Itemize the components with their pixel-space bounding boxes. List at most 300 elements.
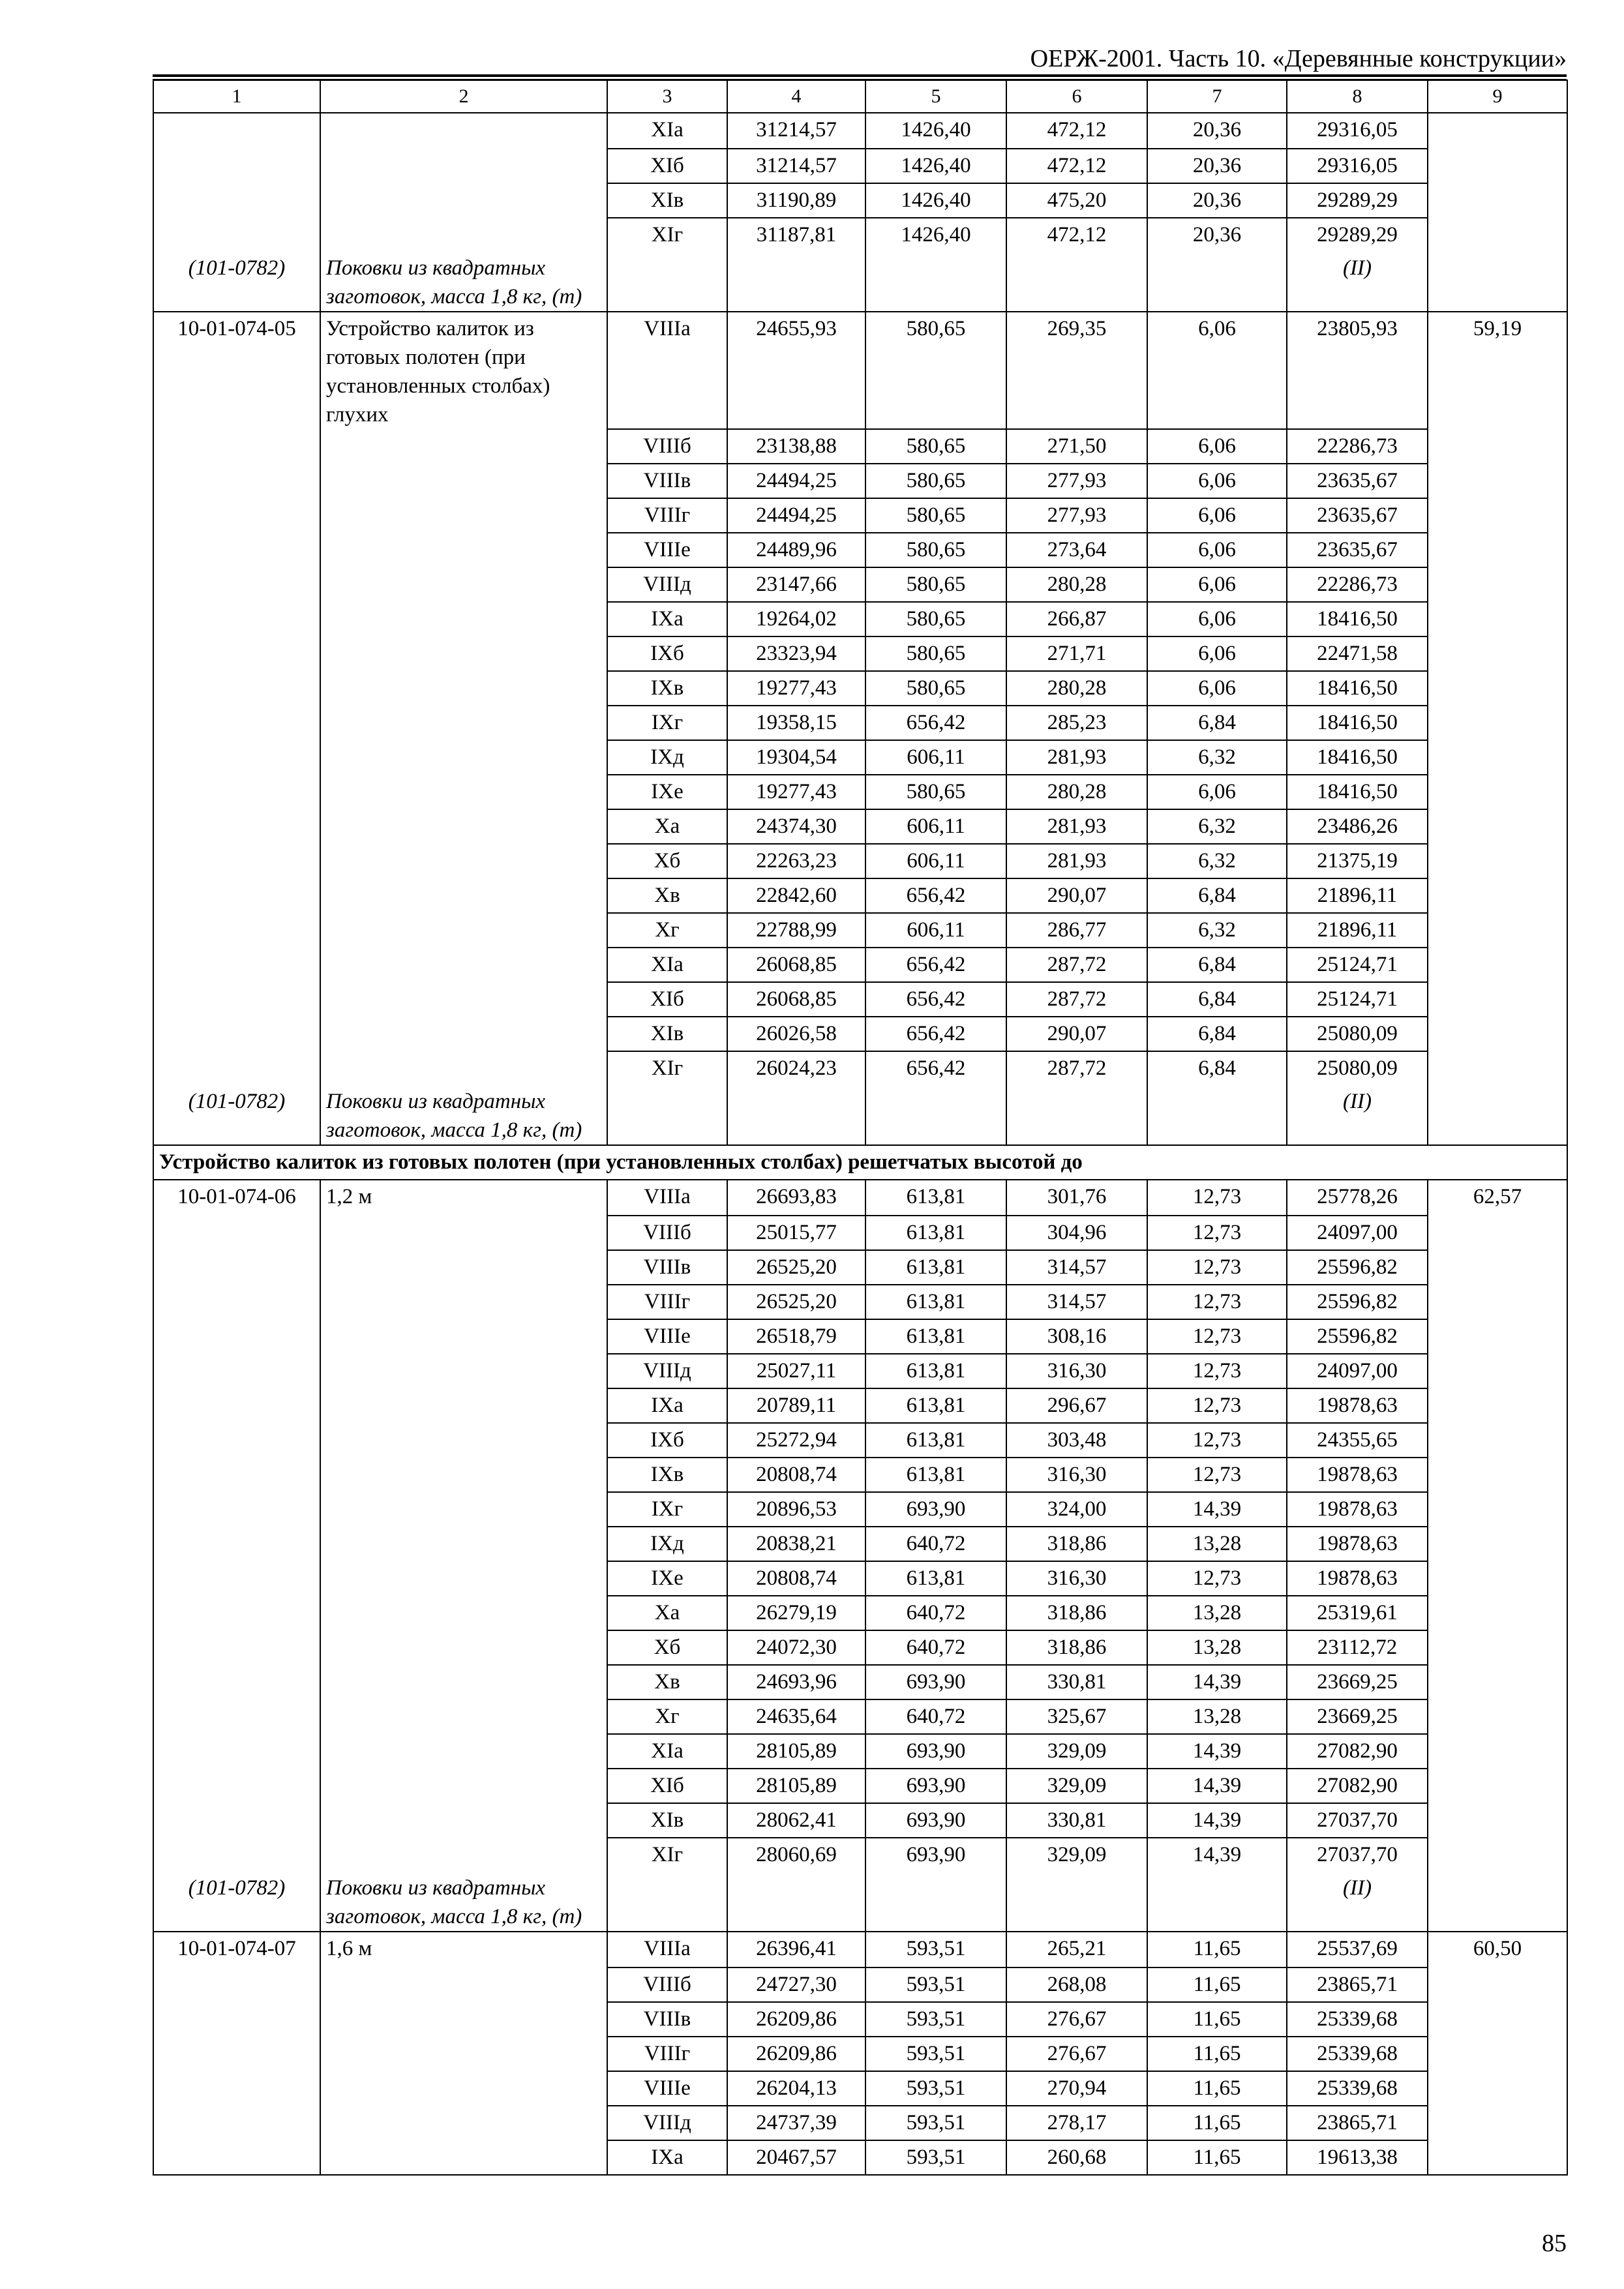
value-cell: 271,50 bbox=[1006, 429, 1147, 464]
table-row bbox=[153, 948, 1567, 982]
value-cell: 296,67 bbox=[1006, 1388, 1147, 1423]
value-cell: 12,73 bbox=[1147, 1388, 1287, 1423]
value-cell: 26525,20 bbox=[727, 1285, 865, 1319]
value-cell: 11,65 bbox=[1147, 2140, 1287, 2175]
value-cell: 22788,99 bbox=[727, 913, 865, 948]
rate-code-cell bbox=[153, 948, 320, 982]
col9-cell bbox=[1428, 1734, 1567, 1769]
value-cell: 1426,40 bbox=[865, 218, 1006, 252]
col9-cell bbox=[1428, 183, 1567, 218]
work-description-cell bbox=[320, 533, 607, 567]
col9-cell bbox=[1428, 1354, 1567, 1388]
value-cell: 277,93 bbox=[1006, 464, 1147, 498]
col9-cell bbox=[1428, 602, 1567, 636]
value-cell: 278,17 bbox=[1006, 2106, 1147, 2140]
col9-cell bbox=[1428, 1492, 1567, 1527]
value-cell: 14,39 bbox=[1147, 1769, 1287, 1803]
value-cell: 580,65 bbox=[865, 312, 1006, 429]
work-description-cell bbox=[320, 218, 607, 252]
column-number: 8 bbox=[1287, 80, 1428, 113]
value-cell: 23865,71 bbox=[1287, 2106, 1428, 2140]
work-description-cell bbox=[320, 809, 607, 844]
value-cell: 6,06 bbox=[1147, 429, 1287, 464]
table-row bbox=[153, 1630, 1567, 1665]
value-cell: 31214,57 bbox=[727, 113, 865, 149]
col9-cell: 59,19 bbox=[1428, 312, 1567, 429]
value-cell: 22286,73 bbox=[1287, 429, 1428, 464]
work-description-cell bbox=[320, 183, 607, 218]
climate-zone-cell: IXе bbox=[607, 1561, 727, 1596]
value-cell: 285,23 bbox=[1006, 706, 1147, 740]
value-cell: 29316,05 bbox=[1287, 113, 1428, 149]
value-cell: 20808,74 bbox=[727, 1458, 865, 1492]
value-cell: 12,73 bbox=[1147, 1423, 1287, 1458]
table-row bbox=[153, 1665, 1567, 1699]
climate-zone-cell: XIб bbox=[607, 1769, 727, 1803]
value-cell: 14,39 bbox=[1147, 1803, 1287, 1838]
rate-code-cell bbox=[153, 1423, 320, 1458]
value-cell: 21375,19 bbox=[1287, 844, 1428, 878]
work-description-cell bbox=[320, 2071, 607, 2106]
value-cell: 29289,29 bbox=[1287, 183, 1428, 218]
value-cell: 25339,68 bbox=[1287, 2037, 1428, 2071]
climate-zone-cell: VIIIе bbox=[607, 1319, 727, 1354]
value-cell: 580,65 bbox=[865, 636, 1006, 671]
value-cell: 6,32 bbox=[1147, 809, 1287, 844]
value-cell bbox=[1147, 1085, 1287, 1145]
table-row bbox=[153, 671, 1567, 706]
value-cell: 24494,25 bbox=[727, 464, 865, 498]
value-cell: 1426,40 bbox=[865, 183, 1006, 218]
value-cell: 593,51 bbox=[865, 2071, 1006, 2106]
work-description-cell bbox=[320, 1769, 607, 1803]
work-description-cell bbox=[320, 1699, 607, 1734]
rate-code-cell bbox=[153, 1630, 320, 1665]
value-cell: 24355,65 bbox=[1287, 1423, 1428, 1458]
value-cell: 24737,39 bbox=[727, 2106, 865, 2140]
value-cell: 6,06 bbox=[1147, 775, 1287, 809]
value-cell: 329,09 bbox=[1006, 1734, 1147, 1769]
table-row bbox=[153, 2071, 1567, 2106]
value-cell: 280,28 bbox=[1006, 567, 1147, 602]
material-class-cell: (II) bbox=[1287, 252, 1428, 312]
col9-cell bbox=[1428, 1458, 1567, 1492]
work-description-cell bbox=[320, 429, 607, 464]
value-cell: 656,42 bbox=[865, 982, 1006, 1017]
value-cell: 277,93 bbox=[1006, 498, 1147, 533]
value-cell: 24097,00 bbox=[1287, 1354, 1428, 1388]
value-cell: 12,73 bbox=[1147, 1458, 1287, 1492]
table-row bbox=[153, 2140, 1567, 2175]
value-cell: 26279,19 bbox=[727, 1596, 865, 1630]
value-cell: 613,81 bbox=[865, 1250, 1006, 1285]
value-cell bbox=[865, 252, 1006, 312]
climate-zone-cell: IXа bbox=[607, 1388, 727, 1423]
rate-code-cell bbox=[153, 429, 320, 464]
value-cell: 26693,83 bbox=[727, 1180, 865, 1216]
climate-zone-cell: Xв bbox=[607, 878, 727, 913]
table-row bbox=[153, 1561, 1567, 1596]
value-cell: 656,42 bbox=[865, 948, 1006, 982]
value-cell: 28060,69 bbox=[727, 1838, 865, 1872]
value-cell: 24097,00 bbox=[1287, 1216, 1428, 1250]
rate-code-cell: 10-01-074-07 bbox=[153, 1932, 320, 1967]
col9-cell bbox=[1428, 1967, 1567, 2002]
material-row bbox=[153, 1085, 1567, 1145]
climate-zone-cell: Xа bbox=[607, 1596, 727, 1630]
value-cell: 29316,05 bbox=[1287, 149, 1428, 183]
climate-zone-cell: VIIIб bbox=[607, 1967, 727, 2002]
value-cell: 20,36 bbox=[1147, 183, 1287, 218]
col9-cell bbox=[1428, 740, 1567, 775]
value-cell: 25124,71 bbox=[1287, 982, 1428, 1017]
rates-table-body bbox=[153, 80, 1567, 2175]
value-cell bbox=[865, 1872, 1006, 1932]
work-description-cell bbox=[320, 775, 607, 809]
value-cell: 640,72 bbox=[865, 1630, 1006, 1665]
work-description-cell bbox=[320, 464, 607, 498]
climate-zone-cell: IXа bbox=[607, 2140, 727, 2175]
work-description-cell bbox=[320, 113, 607, 149]
work-description-cell bbox=[320, 636, 607, 671]
value-cell: 25339,68 bbox=[1287, 2002, 1428, 2037]
rate-code-cell bbox=[153, 2140, 320, 2175]
value-cell: 27037,70 bbox=[1287, 1838, 1428, 1872]
rate-code-cell bbox=[153, 913, 320, 948]
col9-cell bbox=[1428, 1250, 1567, 1285]
rate-code-cell bbox=[153, 1319, 320, 1354]
value-cell: 12,73 bbox=[1147, 1354, 1287, 1388]
value-cell: 640,72 bbox=[865, 1699, 1006, 1734]
work-description-cell bbox=[320, 706, 607, 740]
value-cell: 25596,82 bbox=[1287, 1250, 1428, 1285]
rate-code-cell bbox=[153, 113, 320, 149]
table-row bbox=[153, 2037, 1567, 2071]
value-cell: 24655,93 bbox=[727, 312, 865, 429]
value-cell bbox=[865, 1085, 1006, 1145]
value-cell: 19878,63 bbox=[1287, 1458, 1428, 1492]
climate-zone-cell: VIIIг bbox=[607, 2037, 727, 2071]
climate-zone-cell: XIв bbox=[607, 1017, 727, 1051]
value-cell: 286,77 bbox=[1006, 913, 1147, 948]
rate-code-cell bbox=[153, 844, 320, 878]
value-cell: 23112,72 bbox=[1287, 1630, 1428, 1665]
rate-code-cell bbox=[153, 809, 320, 844]
table-row bbox=[153, 1051, 1567, 1085]
value-cell: 12,73 bbox=[1147, 1216, 1287, 1250]
value-cell: 23323,94 bbox=[727, 636, 865, 671]
work-description-cell bbox=[320, 1803, 607, 1838]
col9-cell bbox=[1428, 2037, 1567, 2071]
page-number: 85 bbox=[1542, 2230, 1567, 2257]
value-cell: 640,72 bbox=[865, 1527, 1006, 1561]
climate-zone-cell: Xб bbox=[607, 1630, 727, 1665]
value-cell: 268,08 bbox=[1006, 1967, 1147, 2002]
value-cell: 6,06 bbox=[1147, 636, 1287, 671]
value-cell: 6,32 bbox=[1147, 844, 1287, 878]
value-cell: 21896,11 bbox=[1287, 878, 1428, 913]
col9-cell bbox=[1428, 948, 1567, 982]
value-cell: 13,28 bbox=[1147, 1527, 1287, 1561]
col9-cell bbox=[1428, 498, 1567, 533]
value-cell: 27082,90 bbox=[1287, 1734, 1428, 1769]
col9-cell bbox=[1428, 1216, 1567, 1250]
value-cell: 28105,89 bbox=[727, 1769, 865, 1803]
table-row bbox=[153, 218, 1567, 252]
value-cell: 281,93 bbox=[1006, 809, 1147, 844]
value-cell: 23805,93 bbox=[1287, 312, 1428, 429]
value-cell: 24727,30 bbox=[727, 1967, 865, 2002]
value-cell: 18416,50 bbox=[1287, 740, 1428, 775]
climate-zone-cell: VIIIб bbox=[607, 1216, 727, 1250]
value-cell: 475,20 bbox=[1006, 183, 1147, 218]
value-cell: 25080,09 bbox=[1287, 1017, 1428, 1051]
value-cell: 281,93 bbox=[1006, 844, 1147, 878]
table-row bbox=[153, 1596, 1567, 1630]
col9-cell bbox=[1428, 1017, 1567, 1051]
climate-zone-cell: XIв bbox=[607, 183, 727, 218]
table-row bbox=[153, 1216, 1567, 1250]
rate-code-cell: 10-01-074-06 bbox=[153, 1180, 320, 1216]
value-cell: 613,81 bbox=[865, 1388, 1006, 1423]
value-cell: 580,65 bbox=[865, 602, 1006, 636]
rate-code-cell bbox=[153, 2002, 320, 2037]
value-cell: 276,67 bbox=[1006, 2037, 1147, 2071]
value-cell: 280,28 bbox=[1006, 775, 1147, 809]
value-cell: 693,90 bbox=[865, 1665, 1006, 1699]
climate-zone-cell: IXг bbox=[607, 706, 727, 740]
value-cell: 25596,82 bbox=[1287, 1319, 1428, 1354]
value-cell: 20467,57 bbox=[727, 2140, 865, 2175]
work-description-cell bbox=[320, 878, 607, 913]
value-cell: 273,64 bbox=[1006, 533, 1147, 567]
value-cell: 6,06 bbox=[1147, 533, 1287, 567]
table-row bbox=[153, 1967, 1567, 2002]
value-cell: 606,11 bbox=[865, 844, 1006, 878]
material-code-cell: (101-0782) bbox=[153, 1872, 320, 1932]
col9-cell bbox=[1428, 1527, 1567, 1561]
value-cell: 28105,89 bbox=[727, 1734, 865, 1769]
value-cell: 19613,38 bbox=[1287, 2140, 1428, 2175]
value-cell: 26204,13 bbox=[727, 2071, 865, 2106]
work-description-cell bbox=[320, 1285, 607, 1319]
col9-cell bbox=[1428, 1561, 1567, 1596]
value-cell: 12,73 bbox=[1147, 1250, 1287, 1285]
value-cell: 290,07 bbox=[1006, 878, 1147, 913]
rate-code-cell bbox=[153, 1354, 320, 1388]
climate-zone-cell: VIIIд bbox=[607, 1354, 727, 1388]
value-cell: 25015,77 bbox=[727, 1216, 865, 1250]
value-cell: 593,51 bbox=[865, 2037, 1006, 2071]
value-cell: 330,81 bbox=[1006, 1803, 1147, 1838]
value-cell: 656,42 bbox=[865, 1017, 1006, 1051]
value-cell: 613,81 bbox=[865, 1285, 1006, 1319]
material-class-cell: (II) bbox=[1287, 1872, 1428, 1932]
value-cell: 26026,58 bbox=[727, 1017, 865, 1051]
col9-cell bbox=[1428, 1769, 1567, 1803]
value-cell: 276,67 bbox=[1006, 2002, 1147, 2037]
value-cell: 26396,41 bbox=[727, 1932, 865, 1967]
rate-code-cell bbox=[153, 464, 320, 498]
material-class-cell: (II) bbox=[1287, 1085, 1428, 1145]
climate-zone-cell: XIб bbox=[607, 149, 727, 183]
column-number: 1 bbox=[153, 80, 320, 113]
value-cell: 324,00 bbox=[1006, 1492, 1147, 1527]
rate-code-cell bbox=[153, 2071, 320, 2106]
table-row bbox=[153, 429, 1567, 464]
value-cell: 20,36 bbox=[1147, 218, 1287, 252]
climate-zone-cell: VIIIа bbox=[607, 1180, 727, 1216]
material-name-cell: Поковки из квадратных заготовок, масса 1,8 кг, (т) bbox=[320, 1085, 607, 1145]
climate-zone-cell: VIIIд bbox=[607, 567, 727, 602]
climate-zone-cell: IXб bbox=[607, 1423, 727, 1458]
col9-cell bbox=[1428, 218, 1567, 252]
value-cell: 18416,50 bbox=[1287, 671, 1428, 706]
value-cell: 25537,69 bbox=[1287, 1932, 1428, 1967]
column-number: 5 bbox=[865, 80, 1006, 113]
climate-zone-cell: XIа bbox=[607, 113, 727, 149]
value-cell: 12,73 bbox=[1147, 1561, 1287, 1596]
rate-code-cell bbox=[153, 218, 320, 252]
value-cell bbox=[1006, 252, 1147, 312]
value-cell: 693,90 bbox=[865, 1769, 1006, 1803]
table-row bbox=[153, 1492, 1567, 1527]
value-cell: 287,72 bbox=[1006, 948, 1147, 982]
value-cell: 24693,96 bbox=[727, 1665, 865, 1699]
climate-zone-cell: XIа bbox=[607, 1734, 727, 1769]
value-cell: 12,73 bbox=[1147, 1180, 1287, 1216]
climate-zone-cell: VIIIв bbox=[607, 1250, 727, 1285]
value-cell: 265,21 bbox=[1006, 1932, 1147, 1967]
value-cell: 260,68 bbox=[1006, 2140, 1147, 2175]
table-row bbox=[153, 464, 1567, 498]
value-cell bbox=[1147, 1872, 1287, 1932]
table-row bbox=[153, 809, 1567, 844]
rate-code-cell bbox=[153, 567, 320, 602]
material-name-cell: Поковки из квадратных заготовок, масса 1,8 кг, (т) bbox=[320, 252, 607, 312]
value-cell: 22842,60 bbox=[727, 878, 865, 913]
table-row bbox=[153, 740, 1567, 775]
work-description-cell bbox=[320, 1665, 607, 1699]
climate-zone-cell: IXд bbox=[607, 1527, 727, 1561]
column-number: 7 bbox=[1147, 80, 1287, 113]
value-cell: 19264,02 bbox=[727, 602, 865, 636]
work-description-cell bbox=[320, 982, 607, 1017]
value-cell: 640,72 bbox=[865, 1596, 1006, 1630]
value-cell: 20838,21 bbox=[727, 1527, 865, 1561]
rate-code-cell bbox=[153, 1285, 320, 1319]
col9-cell: 60,50 bbox=[1428, 1932, 1567, 1967]
page-header bbox=[153, 42, 1567, 76]
col9-cell bbox=[1428, 2140, 1567, 2175]
table-row bbox=[153, 1354, 1567, 1388]
climate-zone-cell bbox=[607, 1872, 727, 1932]
value-cell: 6,06 bbox=[1147, 671, 1287, 706]
value-cell: 593,51 bbox=[865, 2106, 1006, 2140]
value-cell: 23669,25 bbox=[1287, 1699, 1428, 1734]
climate-zone-cell: VIIIе bbox=[607, 2071, 727, 2106]
col9-cell bbox=[1428, 1699, 1567, 1734]
value-cell bbox=[727, 252, 865, 312]
work-description-cell bbox=[320, 498, 607, 533]
material-row bbox=[153, 252, 1567, 312]
value-cell: 287,72 bbox=[1006, 1051, 1147, 1085]
work-description-cell bbox=[320, 1458, 607, 1492]
col9-cell bbox=[1428, 775, 1567, 809]
header-rule bbox=[153, 74, 1567, 77]
value-cell: 24494,25 bbox=[727, 498, 865, 533]
table-row bbox=[153, 1769, 1567, 1803]
value-cell: 20789,11 bbox=[727, 1388, 865, 1423]
col9-cell bbox=[1428, 1803, 1567, 1838]
value-cell: 29289,29 bbox=[1287, 218, 1428, 252]
rate-code-cell bbox=[153, 1699, 320, 1734]
rate-code-cell bbox=[153, 533, 320, 567]
rate-code-cell bbox=[153, 183, 320, 218]
value-cell: 25272,94 bbox=[727, 1423, 865, 1458]
table-row bbox=[153, 183, 1567, 218]
work-description-cell: 1,6 м bbox=[320, 1932, 607, 1967]
value-cell: 271,71 bbox=[1006, 636, 1147, 671]
work-description-cell bbox=[320, 2140, 607, 2175]
column-number: 6 bbox=[1006, 80, 1147, 113]
rate-code-cell bbox=[153, 671, 320, 706]
col9-cell bbox=[1428, 567, 1567, 602]
value-cell: 266,87 bbox=[1006, 602, 1147, 636]
col9-cell bbox=[1428, 844, 1567, 878]
rate-code-cell bbox=[153, 498, 320, 533]
col9-cell bbox=[1428, 1630, 1567, 1665]
table-row bbox=[153, 878, 1567, 913]
value-cell: 6,84 bbox=[1147, 982, 1287, 1017]
table-row bbox=[153, 982, 1567, 1017]
table-row bbox=[153, 1699, 1567, 1734]
work-description-cell bbox=[320, 1838, 607, 1872]
value-cell: 18416,50 bbox=[1287, 602, 1428, 636]
material-code-cell: (101-0782) bbox=[153, 252, 320, 312]
col9-cell bbox=[1428, 671, 1567, 706]
work-description-cell bbox=[320, 2106, 607, 2140]
value-cell: 316,30 bbox=[1006, 1561, 1147, 1596]
value-cell: 24489,96 bbox=[727, 533, 865, 567]
value-cell: 580,65 bbox=[865, 671, 1006, 706]
col9-cell bbox=[1428, 2002, 1567, 2037]
value-cell: 656,42 bbox=[865, 1051, 1006, 1085]
value-cell: 26209,86 bbox=[727, 2002, 865, 2037]
table-row bbox=[153, 1250, 1567, 1285]
value-cell: 281,93 bbox=[1006, 740, 1147, 775]
value-cell: 14,39 bbox=[1147, 1838, 1287, 1872]
rate-code-cell bbox=[153, 1527, 320, 1561]
value-cell: 318,86 bbox=[1006, 1630, 1147, 1665]
value-cell: 318,86 bbox=[1006, 1527, 1147, 1561]
rate-code-cell: 10-01-074-05 bbox=[153, 312, 320, 429]
value-cell: 31190,89 bbox=[727, 183, 865, 218]
climate-zone-cell: VIIIе bbox=[607, 533, 727, 567]
work-description-cell bbox=[320, 1630, 607, 1665]
climate-zone-cell: VIIIг bbox=[607, 1285, 727, 1319]
rate-code-cell bbox=[153, 149, 320, 183]
table-row bbox=[153, 602, 1567, 636]
table-row bbox=[153, 149, 1567, 183]
value-cell: 314,57 bbox=[1006, 1285, 1147, 1319]
value-cell: 6,84 bbox=[1147, 948, 1287, 982]
value-cell: 606,11 bbox=[865, 809, 1006, 844]
value-cell: 26068,85 bbox=[727, 948, 865, 982]
work-description-cell bbox=[320, 567, 607, 602]
value-cell: 613,81 bbox=[865, 1180, 1006, 1216]
material-code-cell: (101-0782) bbox=[153, 1085, 320, 1145]
